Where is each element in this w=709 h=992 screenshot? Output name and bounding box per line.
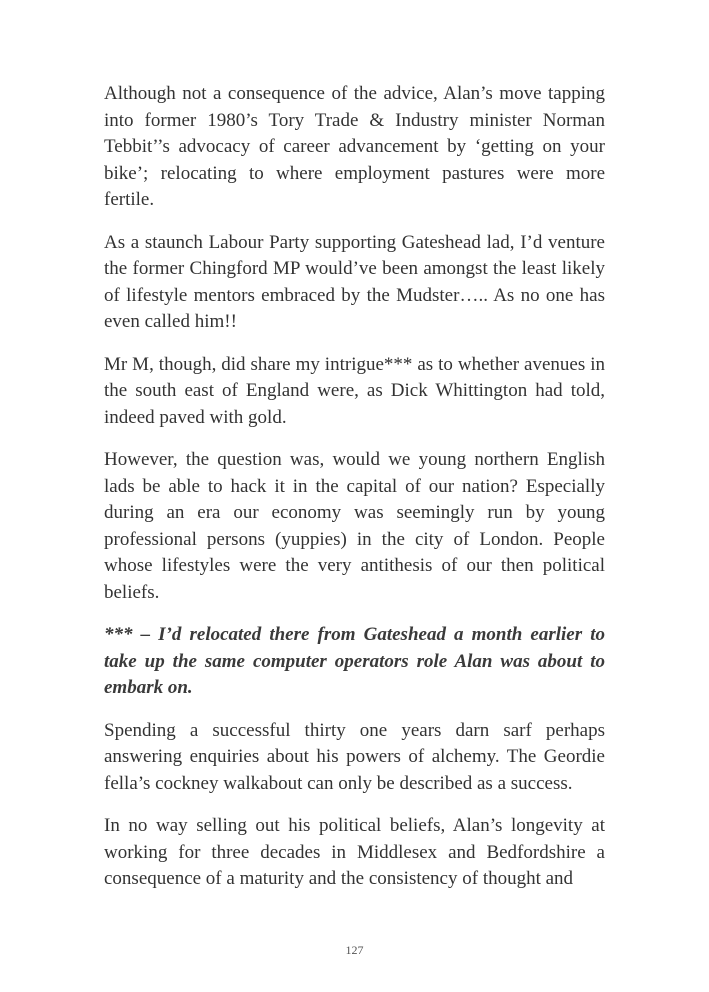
footnote-paragraph: *** – I’d relocated there from Gateshead a month earlier to take up the same computer operators role Alan was about to embark on. bbox=[104, 624, 605, 698]
paragraph: As a staunch Labour Party supporting Gateshead lad, I’d venture the former Chingford MP would’ve been amongst the least likely of lifestyle mentors embraced by the Mudster….. As no one has even called him!! bbox=[104, 231, 605, 332]
paragraph: However, the question was, would we young northern English lads be able to hack it in the capital of our nation? Especially during an era our economy was seemingly run by young professional persons (yuppies) in the city of London. People whose lifestyles were the very antithesis of our then political beliefs. bbox=[104, 449, 605, 603]
page-body bbox=[104, 81, 605, 909]
paragraph: Mr M, though, did share my intrigue*** as to whether avenues in the south east of England were, as Dick Whittington had told, indeed paved with gold. bbox=[104, 353, 605, 428]
paragraph: Although not a consequence of the advice, Alan’s move tapping into former 1980’s Tory Trade & Industry minister Norman Tebbit’’s advocacy of career advancement by ‘getting on your bike’; relocating to where employment pastures were more fertile. bbox=[104, 83, 605, 210]
paragraph: In no way selling out his political beliefs, Alan’s longevity at working for three decades in Middlesex and Bedfordshire a consequence of a maturity and the consistency of thought and bbox=[104, 815, 605, 889]
paragraph: Spending a successful thirty one years darn sarf perhaps answering enquiries about his powers of alchemy. The Geordie fella’s cockney walkabout can only be described as a success. bbox=[104, 719, 605, 794]
page-number: 127 bbox=[345, 943, 364, 957]
